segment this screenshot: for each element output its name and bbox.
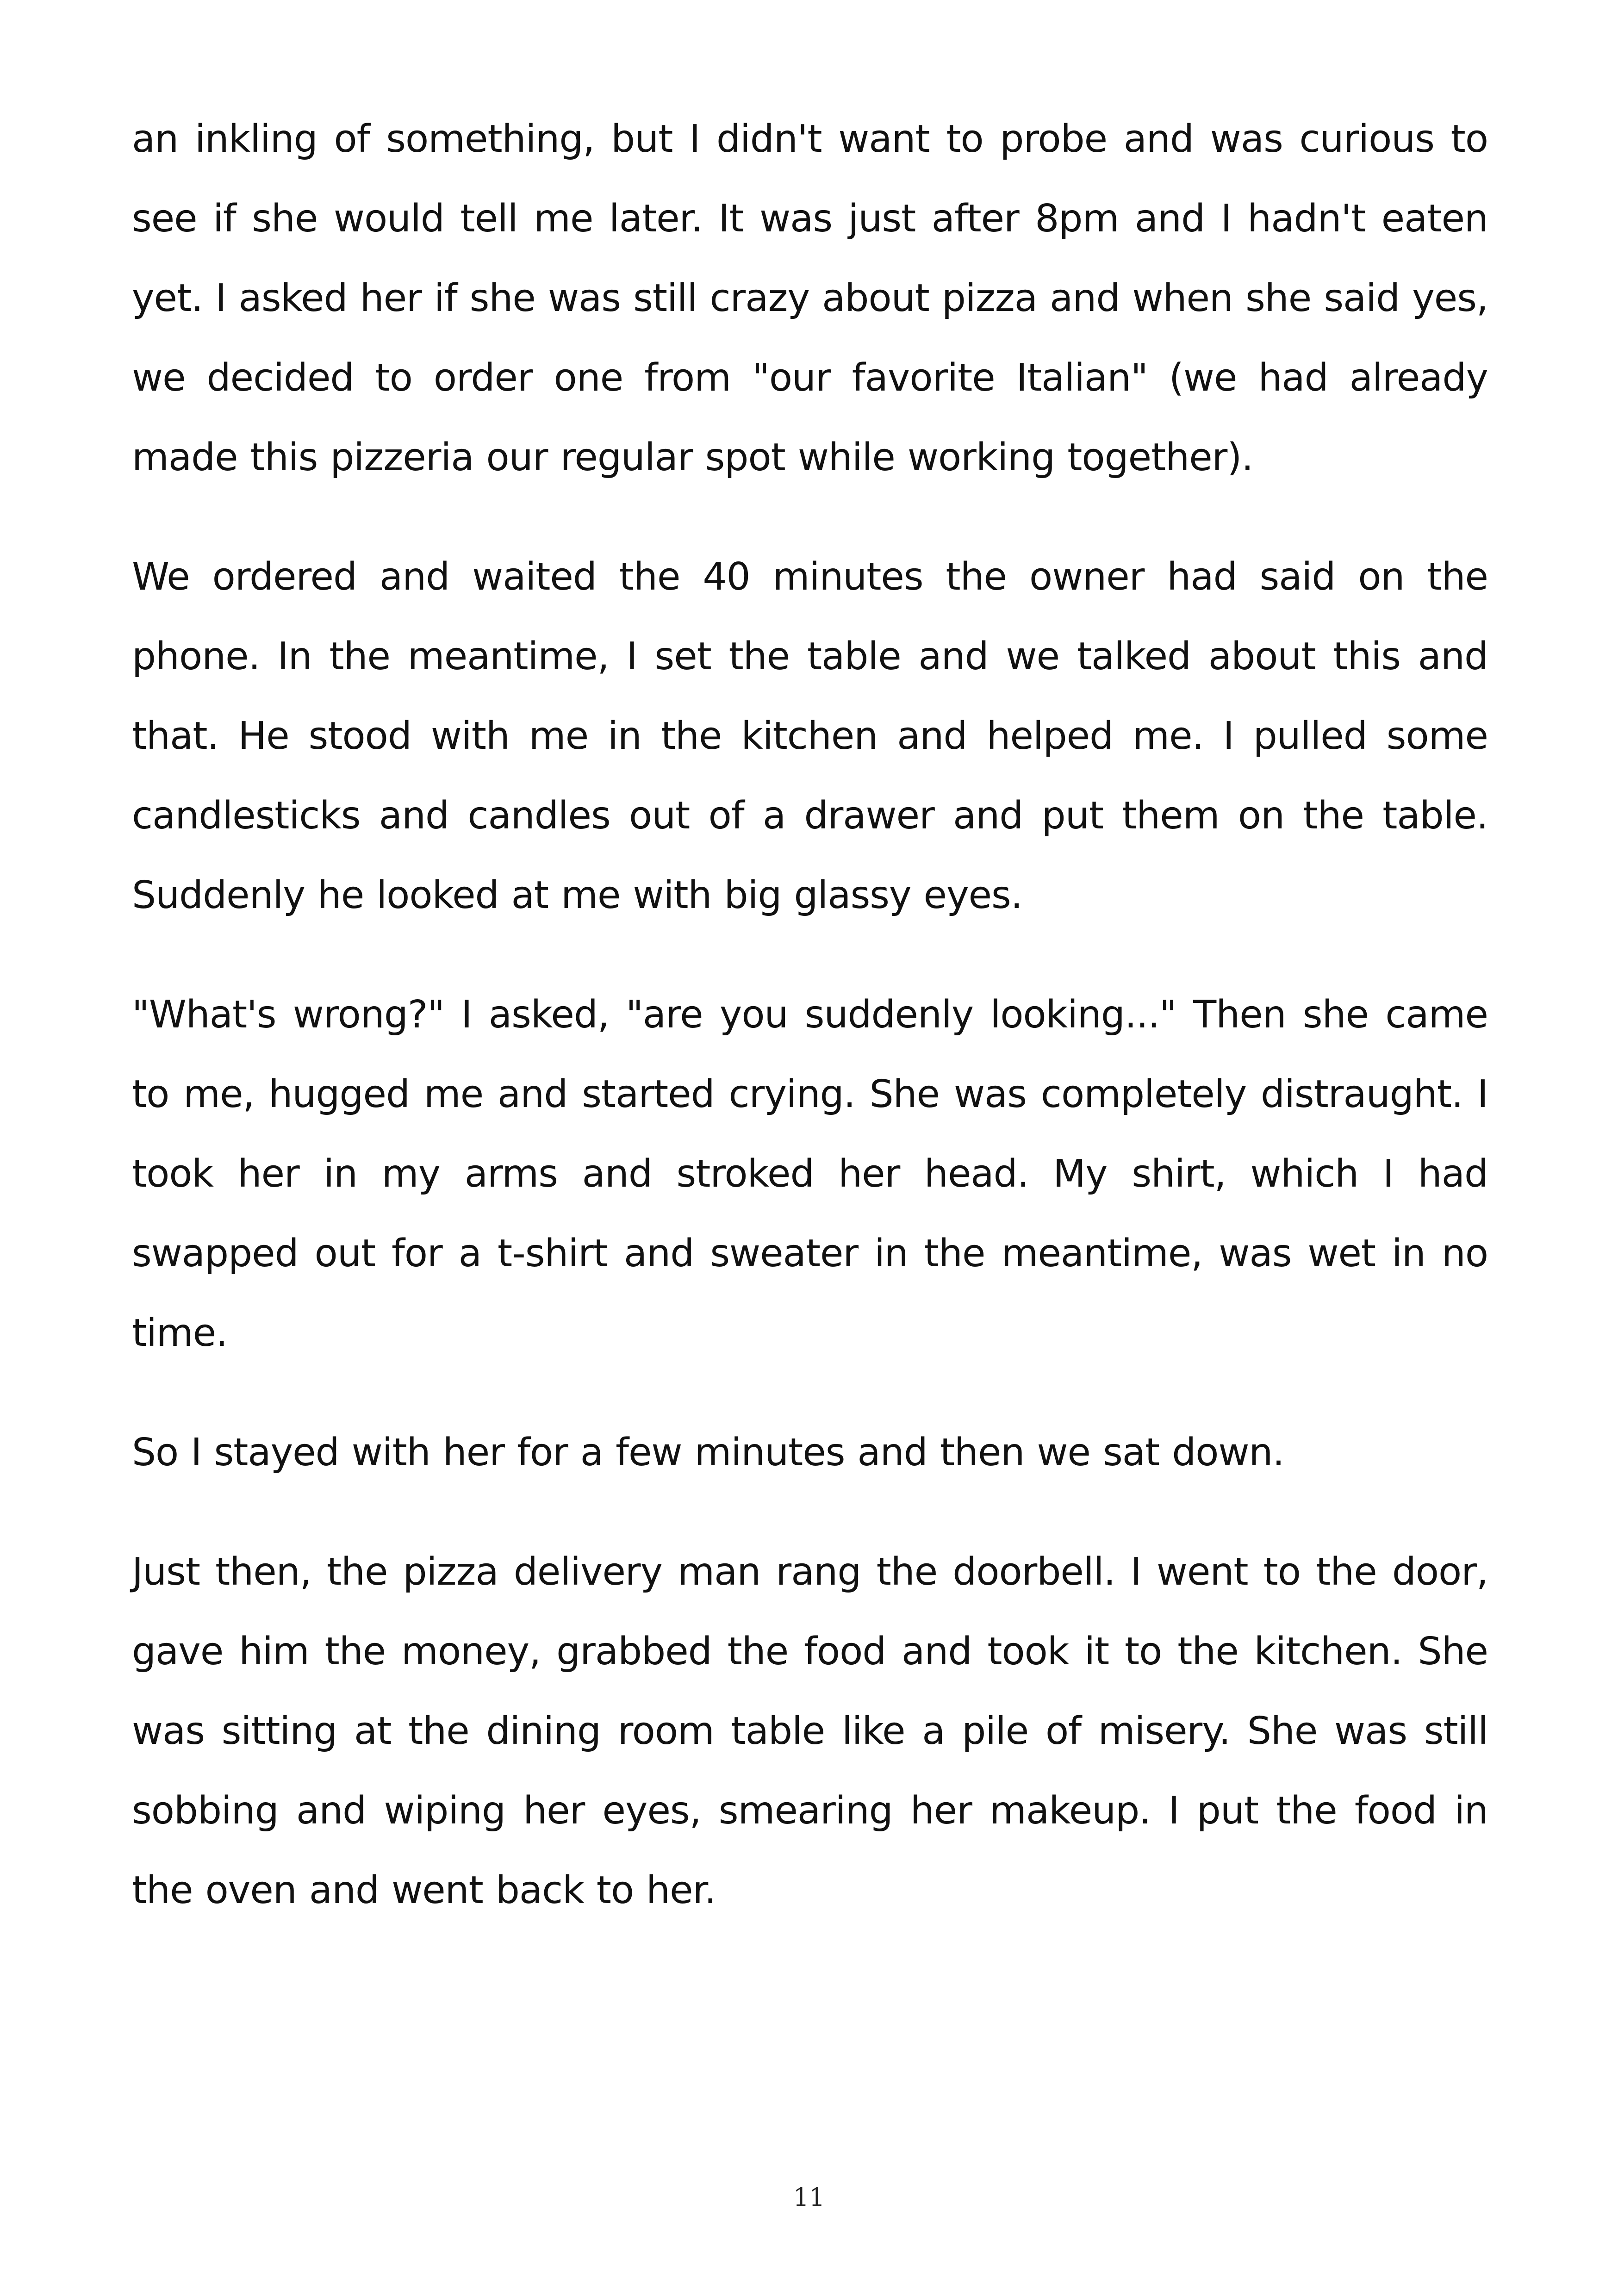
paragraph-1: an inkling of something, but I didn't want to probe and was curious to see if she would tell me later. It was just after 8pm and I hadn't eaten yet. I asked her if she was still crazy about pizza and when she said yes, we decided to order one from "our favorite Italian" (we had already made this pizzeria our regular spot while working together). bbox=[132, 117, 1488, 479]
page-number: 11 bbox=[793, 2183, 825, 2212]
paragraph-2: We ordered and waited the 40 minutes the owner had said on the phone. In the meantime, I set the table and we talked about this and that. He stood with me in the kitchen and helped me. I pulled some candlesticks and candles out of a drawer and put them on the table. Suddenly he looked at me with big glassy eyes. bbox=[132, 555, 1488, 917]
paragraph-5: Just then, the pizza delivery man rang the doorbell. I went to the door, gave him the money, grabbed the food and took it to the kitchen. She was sitting at the dining room table like a pile of misery. She was still sobbing and wiping her eyes, smearing her makeup. I put the food in the oven and went back to her. bbox=[132, 1550, 1488, 1912]
paragraph-4: So I stayed with her for a few minutes and then we sat down. bbox=[132, 1431, 1284, 1475]
body-text bbox=[132, 100, 1488, 1930]
paragraph-3: "What's wrong?" I asked, "are you suddenly looking..." Then she came to me, hugged me and started crying. She was completely distraught. I took her in my arms and stroked her head. My shirt, which I had swapped out for a t-shirt and sweater in the meantime, was wet in no time. bbox=[132, 993, 1488, 1355]
